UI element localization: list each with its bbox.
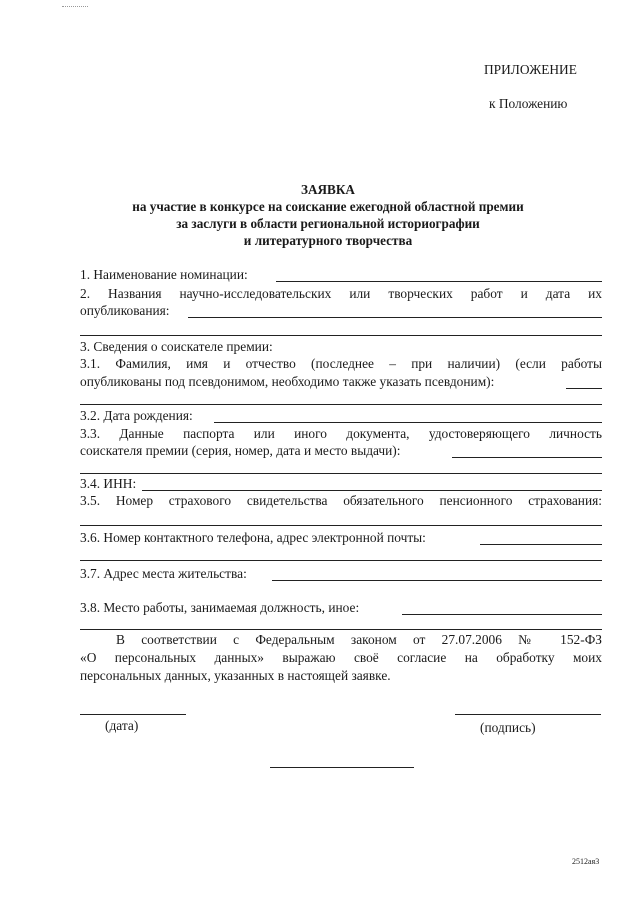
scan-artifact — [62, 6, 88, 7]
field-workplace-line-2[interactable] — [80, 629, 602, 630]
field-address-line[interactable] — [272, 580, 602, 581]
field-works-label: 2. Названия научно-исследовательских или творческих работ и дата их — [80, 286, 602, 301]
field-passport-line[interactable] — [452, 457, 602, 458]
section-applicant-heading: 3. Сведения о соискателе премии: — [80, 339, 273, 354]
field-address-label: 3.7. Адрес места жительства: — [80, 566, 247, 581]
field-inn-line[interactable] — [142, 490, 602, 491]
appendix-title: ПРИЛОЖЕНИЕ — [484, 62, 577, 77]
field-fullname-label: 3.1. Фамилия, имя и отчество (последнее – при наличии) (если работы — [80, 356, 602, 371]
field-snils-label: 3.5. Номер страхового свидетельства обязательного пенсионного страхования: — [80, 493, 602, 508]
footer-code: 2512ая3 — [572, 857, 600, 866]
form-subtitle-line: за заслуги в области региональной историографии — [176, 216, 480, 231]
field-passport-line-2[interactable] — [80, 473, 602, 474]
field-nomination-line[interactable] — [276, 281, 602, 282]
form-subtitle-line: и литературного творчества — [243, 233, 413, 248]
appendix-ref: к Положению — [489, 96, 568, 111]
form-subtitle-line: на участие в конкурсе на соискание ежегодной областной премии — [132, 199, 524, 214]
consent-text-cont: «О персональных данных» выражаю своё согласие на обработку моих — [80, 650, 602, 665]
field-snils-line[interactable] — [80, 525, 602, 526]
field-contacts-line-2[interactable] — [80, 560, 602, 561]
separator-line — [270, 767, 414, 768]
date-line[interactable] — [80, 714, 186, 715]
signature-label: (подпись) — [480, 720, 536, 735]
field-works-label-cont: опубликования: — [80, 303, 170, 318]
date-label: (дата) — [105, 718, 139, 733]
field-workplace-label: 3.8. Место работы, занимаемая должность, иное: — [80, 600, 360, 615]
field-fullname-line-2[interactable] — [80, 404, 602, 405]
field-birthdate-label: 3.2. Дата рождения: — [80, 408, 193, 423]
field-workplace-line[interactable] — [402, 614, 602, 615]
field-nomination-label: 1. Наименование номинации: — [80, 267, 248, 282]
field-fullname-line[interactable] — [566, 388, 602, 389]
field-contacts-line[interactable] — [480, 544, 602, 545]
field-birthdate-line[interactable] — [214, 422, 602, 423]
field-inn-label: 3.4. ИНН: — [80, 476, 137, 491]
field-works-line-2[interactable] — [80, 335, 602, 336]
consent-text-cont: персональных данных, указанных в настоящей заявке. — [80, 668, 391, 683]
form-title: ЗАЯВКА — [301, 182, 355, 197]
field-passport-label-cont: соискателя премии (серия, номер, дата и место выдачи): — [80, 443, 401, 458]
signature-line[interactable] — [455, 714, 601, 715]
field-contacts-label: 3.6. Номер контактного телефона, адрес электронной почты: — [80, 530, 426, 545]
field-fullname-label-cont: опубликованы под псевдонимом, необходимо также указать псевдоним): — [80, 374, 495, 389]
field-passport-label: 3.3. Данные паспорта или иного документа, удостоверяющего личность — [80, 426, 602, 441]
field-works-line[interactable] — [188, 317, 602, 318]
consent-text: В соответствии с Федеральным законом от 27.07.2006 № 152-ФЗ — [116, 632, 602, 647]
